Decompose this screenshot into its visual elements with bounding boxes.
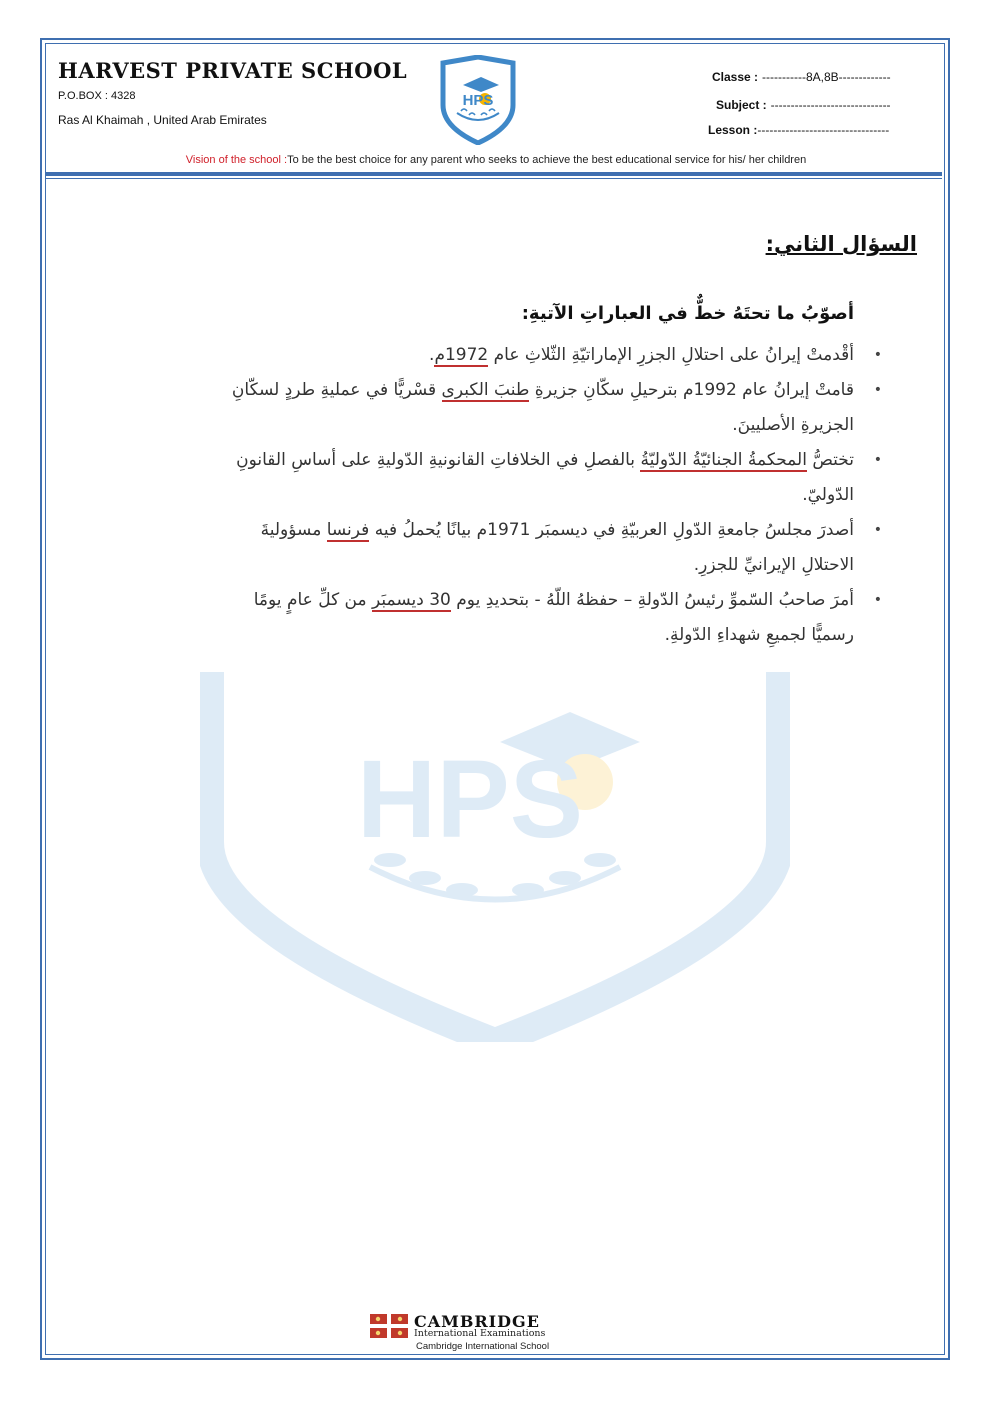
question-instruction: أصوّبُ ما تحتَهُ خطٌّ في العباراتِ الآتيةِ: [521,303,854,324]
lesson-value: --------------------------------- [757,123,890,137]
statements-list [229,338,882,653]
po-box: P.O.BOX : 4328 [58,90,136,102]
underlined-phrase: فرنسا [326,520,370,540]
class-field [690,70,935,84]
class-label: Classe : [712,70,759,84]
subject-value: ------------------------------ [770,98,891,112]
lesson-field [690,123,935,137]
cambridge-subtitle: International Examinations [414,1328,546,1339]
watermark-text: HPS [356,738,584,861]
subject-label: Subject : [716,98,767,112]
lesson-label: Lesson : [708,123,758,137]
cambridge-crest-icon [370,1314,408,1338]
vision-statement [0,154,992,166]
bullet-icon: • [873,347,882,363]
vision-label: Vision of the school : [185,154,288,166]
header-divider [45,172,942,176]
logo-text: HPS [462,92,494,109]
underlined-phrase: طنبَ الكبرى [441,380,530,400]
underlined-phrase: 30 ديسمبَر [372,590,451,610]
school-logo-icon [433,55,523,145]
underlined-phrase: المحكمةُ الجنائيّةُ الدّوليّةُ [640,450,807,470]
cambridge-footer [370,1312,610,1352]
cambridge-school-label: Cambridge International School [416,1341,550,1352]
list-item: • أقْدمتْ إيرانُ على احتلالِ الجزرِ الإماراتيّةِ الثّلاثِ عام 1972م. [229,338,854,373]
list-item: • أصدرَ مجلسُ جامعةِ الدّولِ العربيّةِ في ديسمبَر 1971م بيانًا يُحملُ فيه فرنسا مسؤوليةَ الاحتلالِ الإيرانيِّ للجزرِ. [229,513,854,583]
subject-field [690,98,935,112]
school-address: Ras Al Khaimah , United Arab Emirates [58,113,267,127]
header-divider-thin [45,178,942,179]
question-title: السؤال الثاني: [765,232,917,256]
vision-text: To be the best choice for any parent who seeks to achieve the best educational service for his/ her children [287,154,807,166]
class-value: -----------8A,8B------------- [762,70,891,84]
list-item: • أمرَ صاحبُ السّموِّ رئيسُ الدّولةِ – حفظهُ اللّهُ - بتحديدِ يوم 30 ديسمبَر من كلِّ عامٍ يومًا رسميًّا لجميعِ شهداءِ الدّولةِ. [229,583,854,653]
bullet-icon: • [873,522,882,538]
bullet-icon: • [873,452,882,468]
watermark-logo-icon [200,672,790,1042]
list-item: • تختصُّ المحكمةُ الجنائيّةُ الدّوليّةُ بالفصلِ في الخلافاتِ القانونيةِ الدّوليةِ على أساسِ القانونِ الدّوليّ. [229,443,854,513]
cambridge-name: CAMBRIDGE [414,1312,540,1331]
underlined-phrase: 1972م [434,345,489,365]
list-item: • قامتْ إيرانُ عام 1992م بترحيلِ سكّانِ جزيرةِ طنبَ الكبرى قسْريًّا في عمليةِ طردٍ لسكّانِ الجزيرةِ الأصليينَ. [229,373,854,443]
bullet-icon: • [873,592,882,608]
school-name: HARVEST PRIVATE SCHOOL [58,58,408,83]
bullet-icon: • [873,382,882,398]
